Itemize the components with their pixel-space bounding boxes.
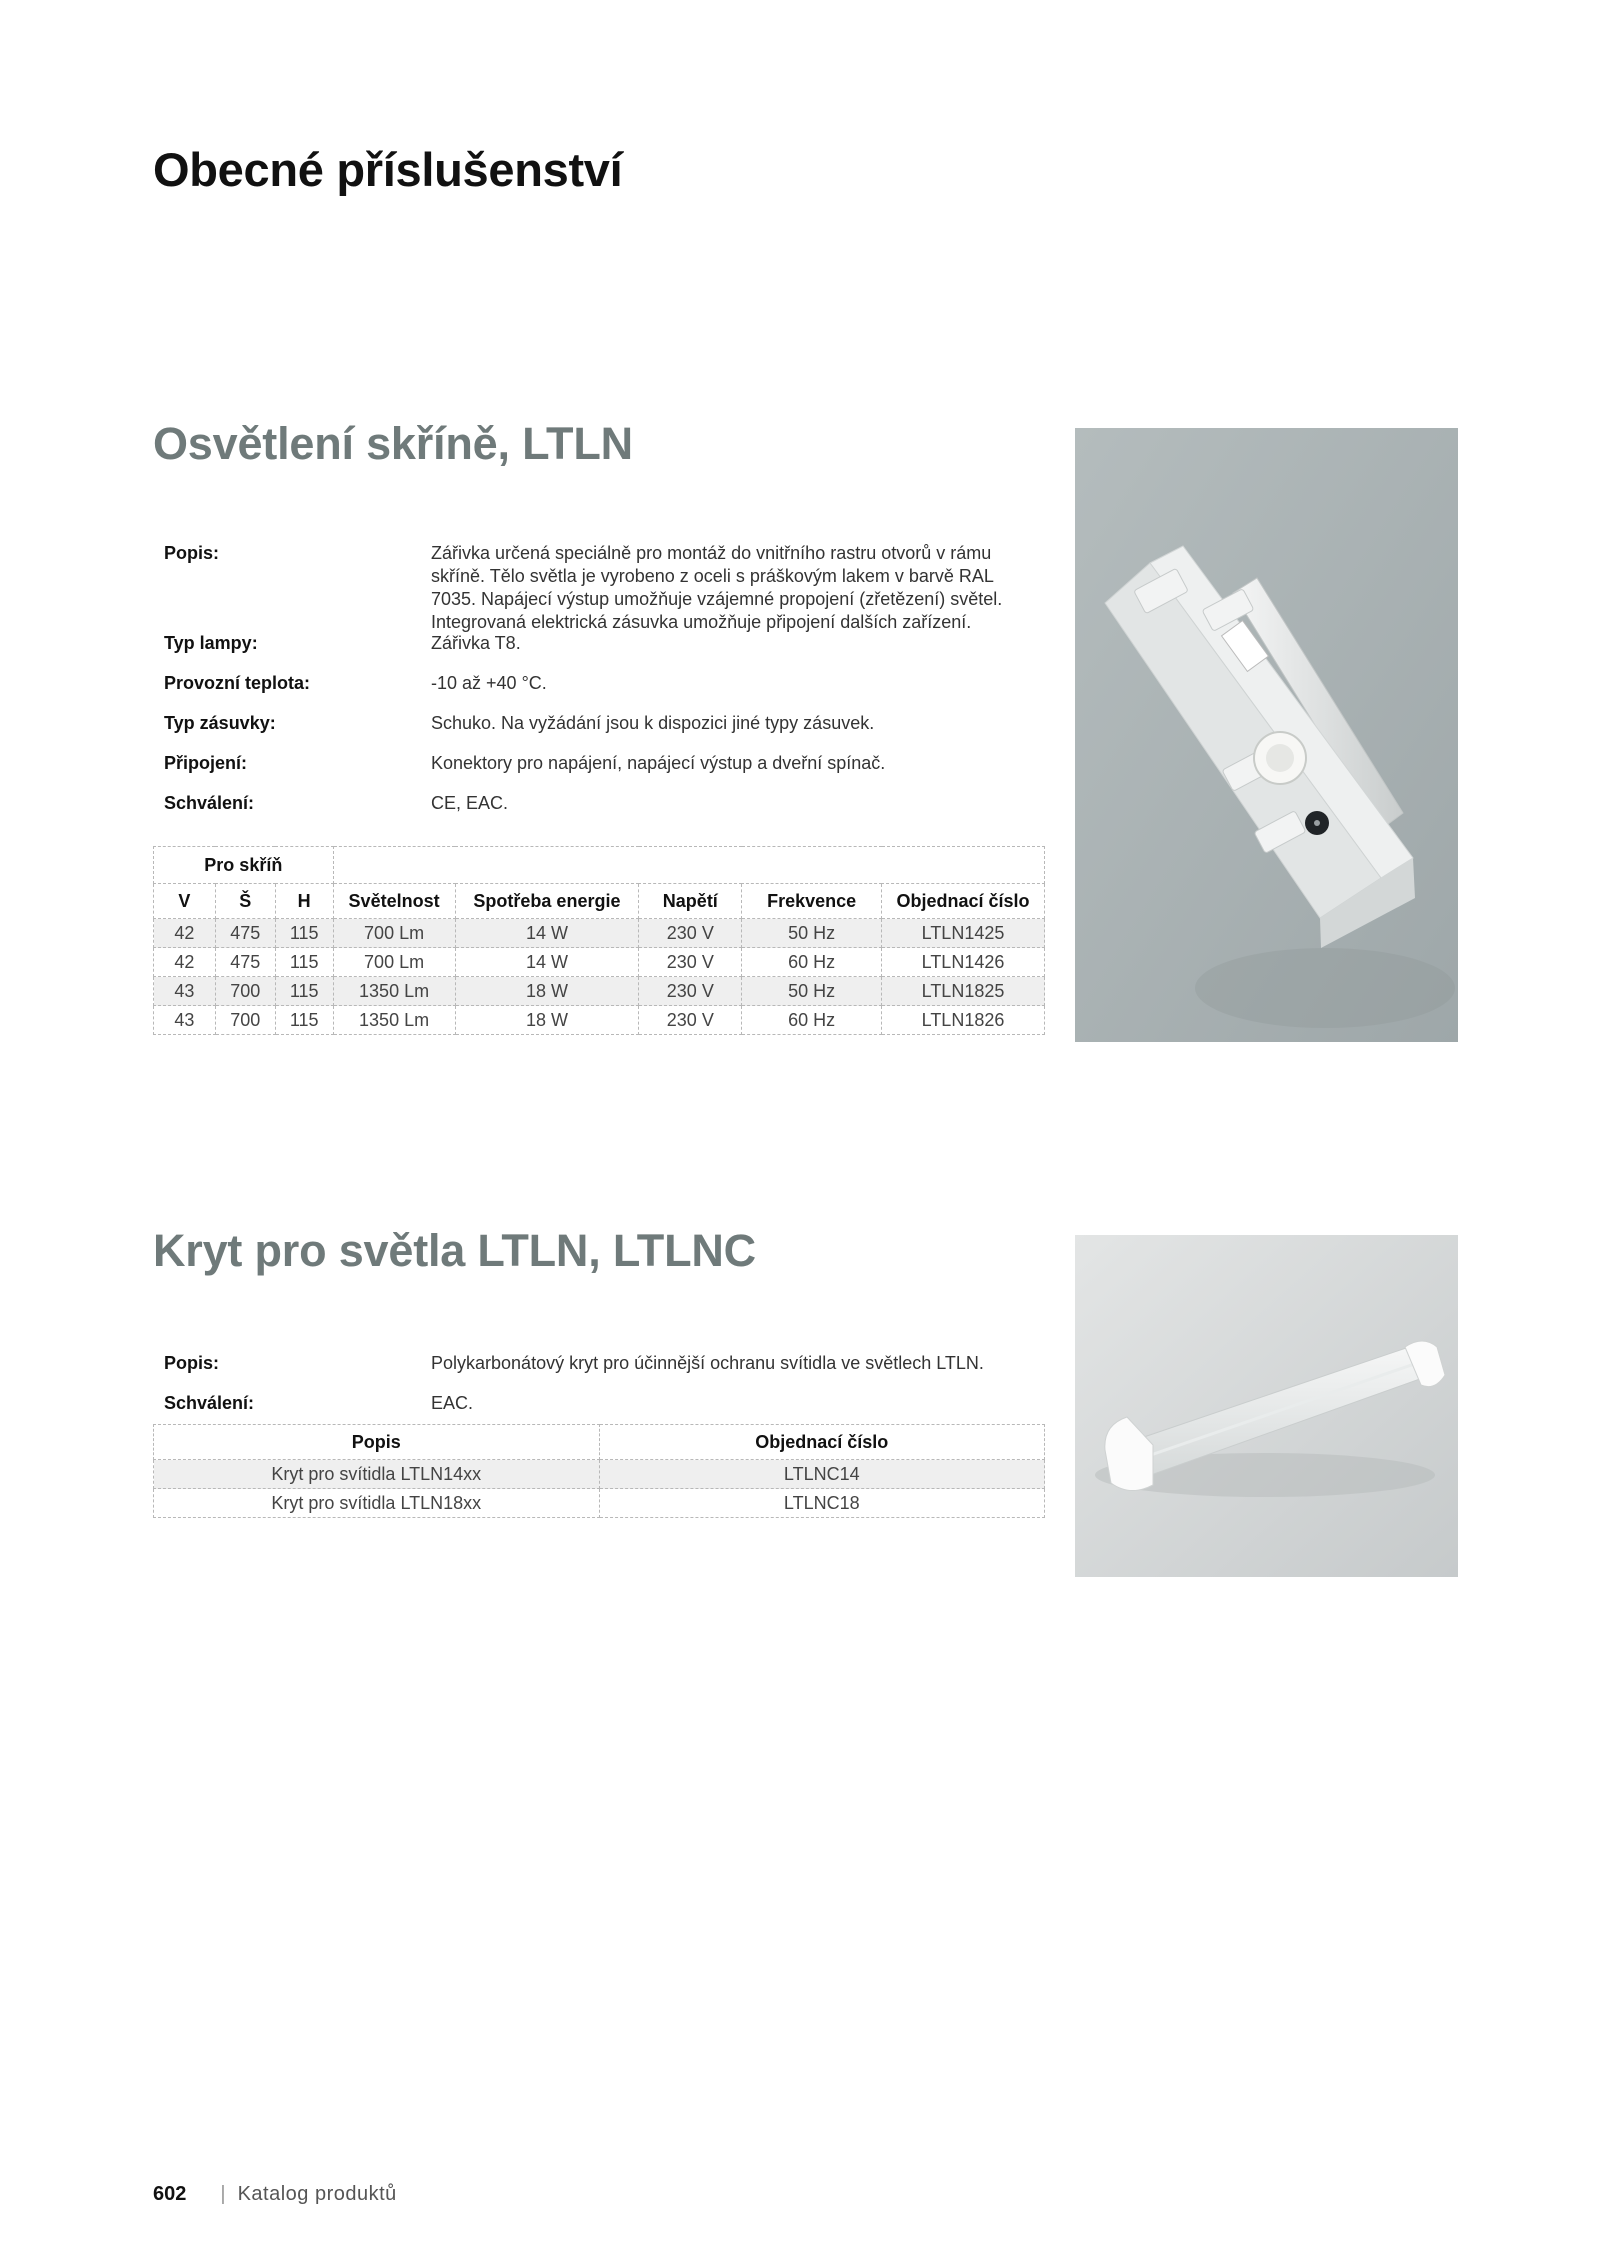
table-cell: 115: [275, 919, 333, 948]
table-cell: 18 W: [455, 977, 639, 1006]
column-header: Světelnost: [333, 884, 455, 919]
table-cell: LTLNC18: [599, 1489, 1044, 1518]
table-row: [154, 919, 1045, 948]
spec-label: Popis:: [164, 1353, 220, 1373]
spec-value: Schuko. Na vyžádání jsou k dispozici jiné typy zásuvek.: [431, 713, 875, 733]
table-cell: LTLNC14: [599, 1460, 1044, 1489]
table-cell: Kryt pro svítidla LTLN14xx: [154, 1460, 600, 1489]
table-cell: 43: [154, 1006, 216, 1035]
table-cell: 475: [215, 948, 275, 977]
table-row: [154, 1489, 1045, 1518]
column-header: H: [275, 884, 333, 919]
table-row: [154, 977, 1045, 1006]
spec-value: Zářivka určená speciálně pro montáž do vnitřního rastru otvorů v rámu skříně. Tělo světla je vyrobeno z oceli s práškovým lakem v barvě RAL 7035. Napájecí výstup umožňuje vzájemné propojení (zřetězení) světel. Integrovaná elektrická zásuvka umožňuje připojení dalších zařízení.: [431, 543, 1003, 632]
section-title: Osvětlení skříně, LTLN: [153, 418, 633, 469]
column-header: Objednací číslo: [882, 884, 1045, 919]
table-cell: 1350 Lm: [333, 1006, 455, 1035]
table-cell: 14 W: [455, 919, 639, 948]
table-cell: LTLN1825: [882, 977, 1045, 1006]
spec-row-connection: [164, 752, 1044, 792]
spec-row-description: [164, 1352, 1044, 1392]
page-title: Obecné příslušenství: [153, 143, 623, 196]
table-cell: LTLN1826: [882, 1006, 1045, 1035]
catalog-name: Katalog produktů: [237, 2183, 397, 2205]
spec-label: Schválení:: [164, 1393, 255, 1413]
section-title: Kryt pro světla LTLN, LTLNC: [153, 1225, 756, 1276]
table-row: [154, 948, 1045, 977]
table-cell: 115: [275, 1006, 333, 1035]
spec-value: -10 až +40 °C.: [431, 673, 547, 693]
table-cell: 115: [275, 948, 333, 977]
spec-value: EAC.: [431, 1393, 474, 1413]
column-header: Š: [215, 884, 275, 919]
product-table: [153, 846, 1045, 1035]
table-cell: 230 V: [639, 1006, 742, 1035]
column-header: Frekvence: [742, 884, 882, 919]
column-header: Objednací číslo: [599, 1425, 1044, 1460]
table-cell: 43: [154, 977, 216, 1006]
table-cell: 700 Lm: [333, 948, 455, 977]
table-cell: 475: [215, 919, 275, 948]
spec-list: [164, 542, 1044, 832]
product-photo-light-cover: [1075, 1235, 1458, 1577]
spec-row-lamp-type: [164, 632, 1044, 672]
spec-label: Typ zásuvky:: [164, 713, 276, 733]
spec-value: CE, EAC.: [431, 793, 509, 813]
table-row: [154, 1460, 1045, 1489]
table-cell: 230 V: [639, 919, 742, 948]
spec-value: Zářivka T8.: [431, 633, 521, 653]
spec-label: Typ lampy:: [164, 633, 258, 653]
spec-list: [164, 1352, 1044, 1432]
page-number: 602: [153, 2183, 187, 2205]
table-cell: Kryt pro svítidla LTLN18xx: [154, 1489, 600, 1518]
group-header-empty: [333, 847, 1044, 884]
table-cell: 14 W: [455, 948, 639, 977]
table-cell: 42: [154, 919, 216, 948]
table-row: [154, 1006, 1045, 1035]
table-cell: 50 Hz: [742, 977, 882, 1006]
spec-label: Schválení:: [164, 793, 255, 813]
column-header: Napětí: [639, 884, 742, 919]
product-table: [153, 1424, 1045, 1518]
group-header-cabinet: Pro skříň: [154, 847, 334, 884]
spec-row-operating-temperature: [164, 672, 1044, 712]
table-cell: LTLN1425: [882, 919, 1045, 948]
spec-label: Připojení:: [164, 753, 248, 773]
section-cabinet-lighting: [153, 418, 1458, 1030]
table-cell: 50 Hz: [742, 919, 882, 948]
table-cell: 42: [154, 948, 216, 977]
page-footer: [153, 2183, 397, 2206]
spec-row-description: [164, 542, 1044, 632]
product-photo-cabinet-light: [1075, 428, 1458, 1042]
table-cell: 700: [215, 1006, 275, 1035]
column-header: V: [154, 884, 216, 919]
spec-row-socket-type: [164, 712, 1044, 752]
table-cell: 60 Hz: [742, 1006, 882, 1035]
spec-value: Polykarbonátový kryt pro účinnější ochranu svítidla ve světlech LTLN.: [431, 1353, 984, 1373]
footer-separator: |: [220, 2183, 226, 2205]
spec-row-approval: [164, 792, 1044, 832]
table-cell: 1350 Lm: [333, 977, 455, 1006]
section-light-cover: [153, 1225, 1458, 1513]
spec-value: Konektory pro napájení, napájecí výstup a dveřní spínač.: [431, 753, 886, 773]
table-cell: 230 V: [639, 977, 742, 1006]
table-cell: LTLN1426: [882, 948, 1045, 977]
table-cell: 60 Hz: [742, 948, 882, 977]
spec-label: Popis:: [164, 543, 220, 563]
spec-label: Provozní teplota:: [164, 673, 311, 693]
table-cell: 700: [215, 977, 275, 1006]
table-cell: 230 V: [639, 948, 742, 977]
table-cell: 115: [275, 977, 333, 1006]
column-header: Spotřeba energie: [455, 884, 639, 919]
column-header: Popis: [154, 1425, 600, 1460]
table-cell: 18 W: [455, 1006, 639, 1035]
table-cell: 700 Lm: [333, 919, 455, 948]
